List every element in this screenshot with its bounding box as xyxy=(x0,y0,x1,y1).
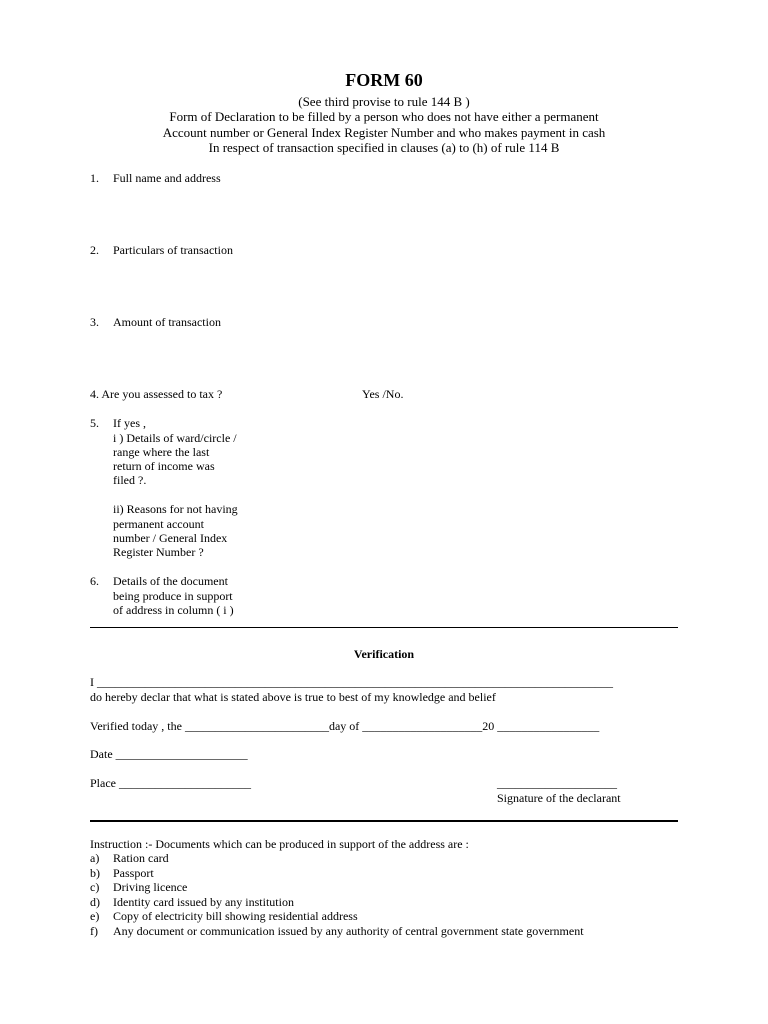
item-5-sub2-line: permanent account xyxy=(113,517,204,531)
item-4-answer: Yes /No. xyxy=(362,387,404,401)
item-5-sub1-line: i ) Details of ward/circle / xyxy=(113,431,237,445)
form-title: FORM 60 xyxy=(345,70,423,90)
list-item xyxy=(90,851,584,866)
list-item xyxy=(90,866,584,881)
item-5-sub1-line: range where the last xyxy=(113,445,210,459)
place-field[interactable]: Place ______________________ xyxy=(90,776,251,790)
list-marker: e) xyxy=(90,909,100,923)
item-1-label: Full name and address xyxy=(113,171,221,185)
list-item-text: Any document or communication issued by any authority of central government state government xyxy=(113,923,584,938)
list-item-text: Driving licence xyxy=(113,880,188,894)
signature-label: Signature of the declarant xyxy=(497,791,621,805)
item-5-sub2-line: Register Number ? xyxy=(113,545,204,559)
signature-line[interactable]: ____________________ xyxy=(497,776,617,790)
item-3-number: 3. xyxy=(90,315,99,329)
item-6-number: 6. xyxy=(90,574,99,588)
list-item-text: Identity card issued by any institution xyxy=(113,894,294,909)
verified-date-field[interactable]: Verified today , the ________________________day of ____________________20 _________________ xyxy=(90,719,600,733)
item-6-line: of address in column ( i ) xyxy=(113,603,234,617)
list-marker: d) xyxy=(90,894,100,909)
list-item xyxy=(90,924,584,939)
header-line-3: In respect of transaction specified in clauses (a) to (h) of rule 114 B xyxy=(208,140,560,155)
declarant-name-field[interactable]: I ______________________________________________________________________________________ xyxy=(90,675,613,689)
declaration-statement: do hereby declar that what is stated above is true to best of my knowledge and belief xyxy=(90,690,496,704)
list-item xyxy=(90,880,584,895)
item-5-sub1-line: filed ?. xyxy=(113,473,147,487)
item-6-line: Details of the document xyxy=(113,574,228,588)
item-5-sub2-line: number / General Index xyxy=(113,531,228,545)
item-1-number: 1. xyxy=(90,171,99,185)
item-2-label: Particulars of transaction xyxy=(113,243,233,257)
verification-heading: Verification xyxy=(353,647,415,661)
item-5-label: If yes , xyxy=(113,416,146,430)
list-marker: f) xyxy=(90,923,98,938)
header-line-rule-ref: (See third provise to rule 144 B ) xyxy=(298,94,470,109)
item-5-number: 5. xyxy=(90,416,99,430)
section-divider xyxy=(90,627,678,628)
list-item-text: Copy of electricity bill showing residential address xyxy=(113,909,358,923)
list-item xyxy=(90,909,584,924)
list-marker: c) xyxy=(90,880,100,894)
item-6-line: being produce in support xyxy=(113,589,233,603)
item-4-label: 4. Are you assessed to tax ? xyxy=(90,387,223,401)
instructions-divider xyxy=(90,820,678,822)
item-5-sub2-line: ii) Reasons for not having xyxy=(113,502,238,516)
header-line-2: Account number or General Index Register Number and who makes payment in cash xyxy=(162,125,606,140)
item-5-sub1-line: return of income was xyxy=(113,459,215,473)
item-3-label: Amount of transaction xyxy=(113,315,221,329)
instructions-intro: Instruction :- Documents which can be produced in support of the address are : xyxy=(90,837,469,851)
list-item xyxy=(90,895,584,910)
list-marker: b) xyxy=(90,865,100,880)
document-list xyxy=(90,851,584,938)
date-field[interactable]: Date ______________________ xyxy=(90,747,248,761)
list-marker: a) xyxy=(90,851,100,865)
item-2-number: 2. xyxy=(90,243,99,257)
list-item-text: Ration card xyxy=(113,851,169,865)
list-item-text: Passport xyxy=(113,865,154,880)
header-line-1: Form of Declaration to be filled by a person who does not have either a permanent xyxy=(169,109,599,124)
